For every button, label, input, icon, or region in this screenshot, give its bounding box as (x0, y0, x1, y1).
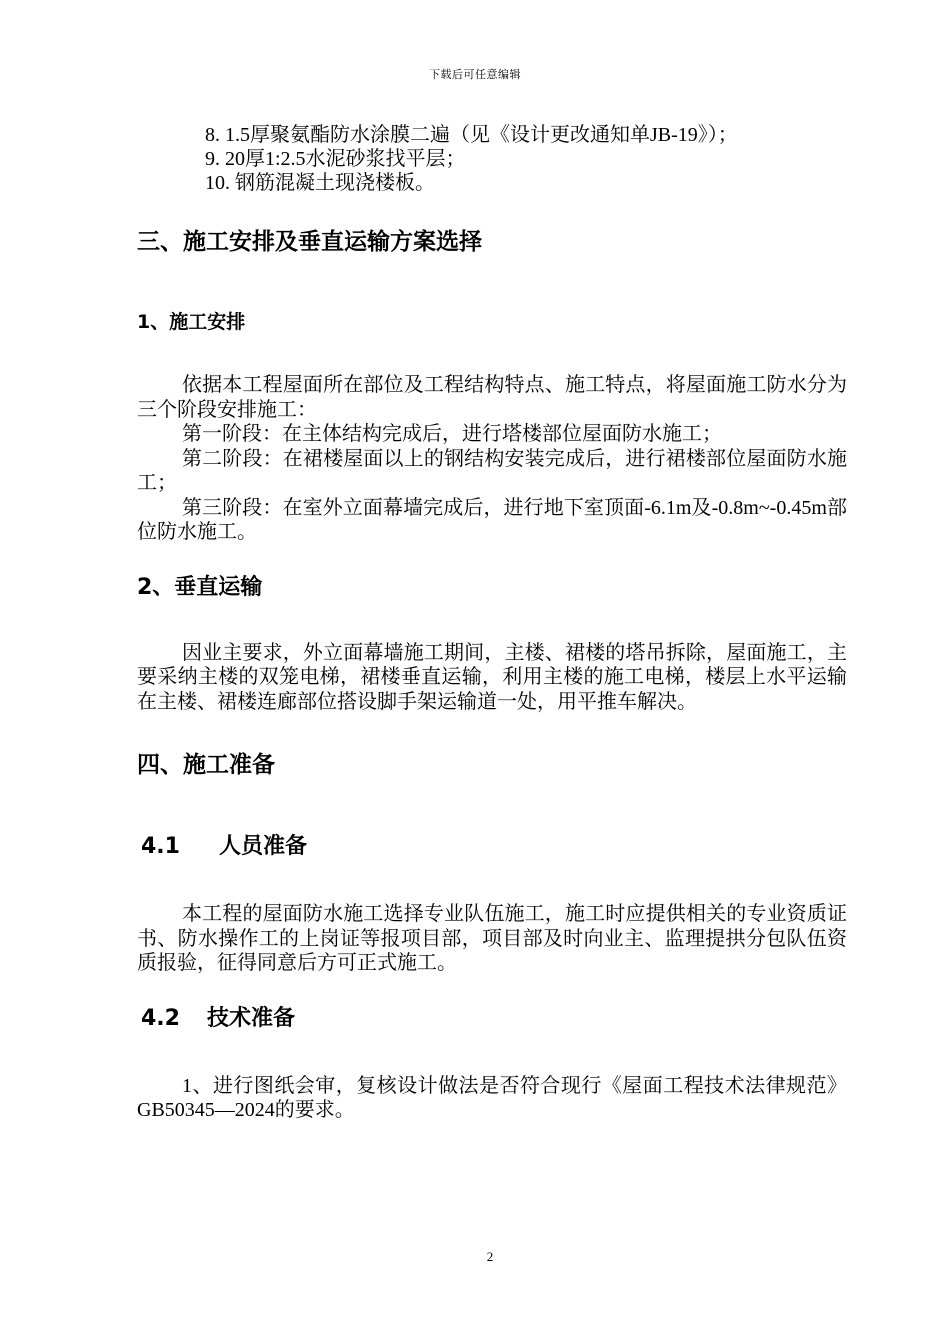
subsection-body-4-2 (137, 1074, 847, 1123)
subsection-title: 人员准备 (219, 834, 308, 859)
subsection-number: 4.2 (141, 1005, 180, 1031)
paragraph: 1、进行图纸会审，复核设计做法是否符合现行《屋面工程技术法律规范》GB50345—2024的要求。 (137, 1074, 847, 1121)
subsection-heading-3-2: 2、垂直运输 (137, 574, 263, 600)
list-item: 10. 钢筋混凝土现浇楼板。 (205, 172, 435, 194)
subsection-heading-4-2 (137, 1006, 847, 1032)
subsection-body-3-2 (137, 641, 847, 715)
paragraph: 依据本工程屋面所在部位及工程结构特点、施工特点，将屋面施工防水分为三个阶段安排施工： (137, 374, 847, 421)
section-heading-3: 三、施工安排及垂直运输方案选择 (137, 229, 482, 255)
page-number: 2 (486, 1249, 494, 1264)
document-body (137, 123, 847, 1123)
paragraph: 第一阶段：在主体结构完成后，进行塔楼部位屋面防水施工； (182, 423, 722, 445)
header-note: 下载后可任意编辑 (429, 69, 521, 81)
subsection-heading-3-1: 1、施工安排 (137, 311, 246, 333)
subsection-body-4-1 (137, 902, 847, 976)
section-heading-4: 四、施工准备 (137, 752, 275, 778)
material-list (137, 123, 847, 195)
paragraph: 因业主要求，外立面幕墙施工期间，主楼、裙楼的塔吊拆除，屋面施工，主要采纳主楼的双笼电梯，裙楼垂直运输，利用主楼的施工电梯，楼层上水平运输在主楼、裙楼连廊部位搭设脚手架运输道一处，用平推车解决。 (137, 641, 847, 713)
subsection-body-3-1 (137, 373, 847, 545)
subsection-number: 4.1 (141, 834, 180, 859)
paragraph: 本工程的屋面防水施工选择专业队伍施工，施工时应提供相关的专业资质证书、防水操作工的上岗证等报项目部，项目部及时向业主、监理提拱分包队伍资质报验，征得同意后方可正式施工。 (137, 903, 847, 974)
paragraph: 第二阶段：在裙楼屋面以上的钢结构安装完成后，进行裙楼部位屋面防水施工； (137, 447, 847, 494)
list-item: 9. 20厚1:2.5水泥砂浆找平层； (205, 148, 466, 170)
subsection-title: 技术准备 (207, 1005, 296, 1031)
paragraph: 第三阶段：在室外立面幕墙完成后，进行地下室顶面-6.1m及-0.8m~-0.45m部位防水施工。 (137, 496, 847, 543)
subsection-heading-4-1 (137, 834, 847, 860)
list-item: 8. 1.5厚聚氨酯防水涂膜二遍（见《设计更改通知单JB-19》）； (205, 124, 738, 146)
